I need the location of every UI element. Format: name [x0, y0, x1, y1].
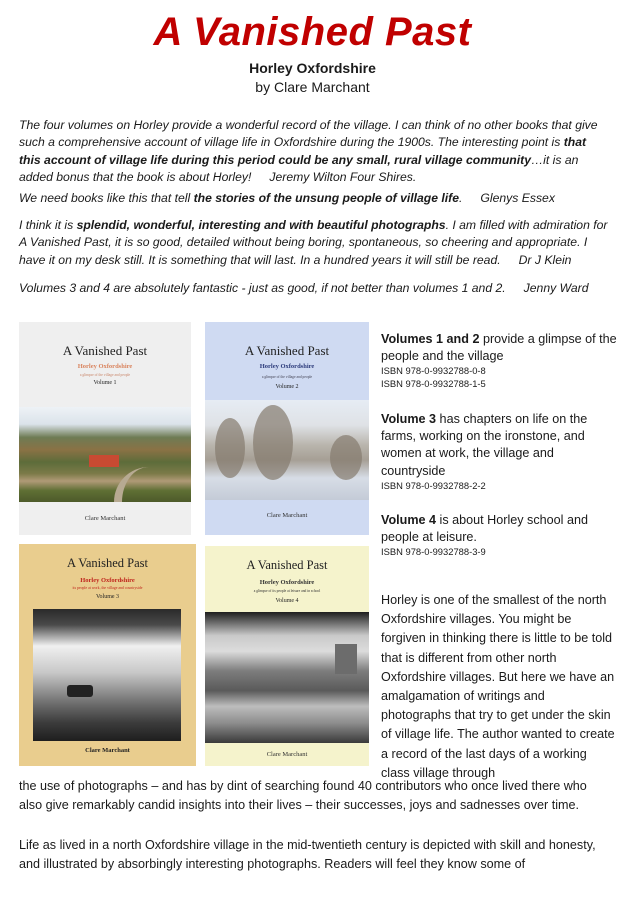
cover-volume: Volume 4	[275, 598, 299, 604]
cover-author: Clare Marchant	[266, 512, 308, 519]
review-quote	[19, 190, 609, 207]
cover-photo-tractor-field	[33, 609, 181, 741]
cover-tagline: its people at work, the village and countryside	[72, 586, 143, 590]
volume-label: Volumes 1 and 2	[381, 332, 480, 346]
isbn: ISBN 978-0-9932788-0-8	[381, 365, 486, 377]
volume-info-1-2	[381, 331, 617, 390]
frosted-tree	[215, 418, 245, 478]
quote-text: I think it is	[19, 218, 77, 232]
cover-title: A Vanished Past	[244, 343, 330, 358]
cover-author: Clare Marchant	[84, 515, 126, 522]
volume-info-4	[381, 512, 617, 559]
cover-photo-school-yard	[205, 612, 369, 743]
volume-description: is about Horley school and people at leisure.	[381, 513, 588, 545]
review-quote	[19, 280, 609, 297]
volume-info-3	[381, 411, 617, 492]
cover-title: A Vanished Past	[246, 558, 328, 572]
cover-tagline: a glimpse of the village and people	[261, 375, 313, 379]
country-road	[114, 467, 182, 502]
cover-title: A Vanished Past	[66, 556, 149, 570]
book-cover-volume-4	[205, 546, 369, 766]
quote-text: The four volumes on Horley provide a wonderful record of the village. I can think of no other books that give such a comprehensive account of village life in Oxfordshire during the 1900s. The interesting point is	[19, 118, 598, 150]
cover-photo-village-lane	[19, 407, 191, 502]
quote-highlight: splendid, wonderful, interesting and with beautiful photographs	[76, 218, 446, 232]
quote-text: …it is an added bonus that the book is about Horley!	[19, 152, 579, 184]
description-closing: Life as lived in a north Oxfordshire village in the mid-twentieth century is depicted with skill and honesty, and illustrated by absorbingly interesting photographs. Readers will feel they know some of	[19, 838, 596, 872]
church-tower	[335, 644, 357, 674]
cover-volume: Volume 3	[95, 594, 120, 600]
cover-tagline: a glimpse of the village and people	[79, 373, 131, 377]
quote-attribution: Jenny Ward	[523, 281, 589, 295]
book-cover-volume-3	[19, 544, 196, 766]
volume-description: provide a glimpse of the people and the village	[381, 332, 617, 364]
quote-attribution: Jeremy Wilton Four Shires.	[269, 169, 417, 184]
quote-text: . I am filled with admiration for A Vanished Past, it is so good, detailed without being boring, spontaneous, so cheering and appropriate. I have it on my desk still. It is something that will last. In a hundred years it will still be read.	[19, 218, 608, 267]
volume-label: Volume 4	[381, 513, 437, 527]
red-roof-house	[89, 455, 119, 467]
frosted-tree	[253, 405, 293, 480]
page-subtitle: Horley Oxfordshire	[249, 60, 376, 76]
isbn: ISBN 978-0-9932788-1-5	[381, 377, 486, 389]
cover-subtitle: Horley Oxfordshire	[80, 577, 135, 584]
cover-title: A Vanished Past	[62, 343, 148, 358]
page-title: A Vanished Past	[153, 10, 472, 54]
author-byline: by Clare Marchant	[255, 79, 370, 95]
quote-text: .	[459, 191, 463, 205]
tractor	[67, 685, 93, 697]
quote-text: Volumes 3 and 4 are absolutely fantastic - just as good, if not better than volumes 1 and 2.	[19, 281, 506, 295]
cover-photo-snowy-lane	[205, 400, 369, 500]
quote-attribution: Glenys Essex	[480, 191, 555, 205]
frosted-tree	[330, 435, 362, 480]
quote-highlight: the stories of the unsung people of village life	[193, 191, 460, 205]
description-right-column: Horley is one of the smallest of the north Oxfordshire villages. You might be forgiven in thinking there is little to be told that is different from other north Oxfordshire villages. But here we have an amalgamation of writings and photographs that try to get under the skin of village life. The author wanted to create a record of the last days of a working class village through	[381, 593, 615, 780]
cover-volume: Volume 2	[275, 384, 299, 390]
description-continued: the use of photographs – and has by dint of searching found 40 contributors who once lived there who also give remarkably candid insights into their lives – their successes, joys and sadnesses over time.	[19, 779, 587, 813]
isbn: ISBN 978-0-9932788-2-2	[381, 479, 486, 491]
cover-author: Clare Marchant	[266, 751, 308, 758]
review-quote	[19, 217, 609, 269]
review-quote	[19, 117, 609, 186]
quote-attribution: Dr J Klein	[518, 252, 572, 267]
cover-subtitle: Horley Oxfordshire	[259, 363, 315, 370]
book-cover-volume-1	[19, 322, 191, 535]
volume-label: Volume 3	[381, 412, 437, 426]
cover-subtitle: Horley Oxfordshire	[77, 363, 133, 370]
quote-text: We need books like this that tell	[19, 191, 194, 205]
cover-author: Clare Marchant	[85, 747, 130, 754]
book-cover-volume-2	[205, 322, 369, 535]
cover-tagline: a glimpse of its people at leisure and in school	[253, 589, 321, 593]
isbn: ISBN 978-0-9932788-3-9	[381, 546, 486, 558]
quote-highlight: that this account of village life during this period could be any small, rural village community	[19, 135, 587, 167]
volume-description: has chapters on life on the farms, working on the ironstone, and women at work, the village and countryside	[381, 412, 588, 478]
cover-subtitle: Horley Oxfordshire	[259, 579, 315, 586]
cover-volume: Volume 1	[93, 380, 117, 386]
